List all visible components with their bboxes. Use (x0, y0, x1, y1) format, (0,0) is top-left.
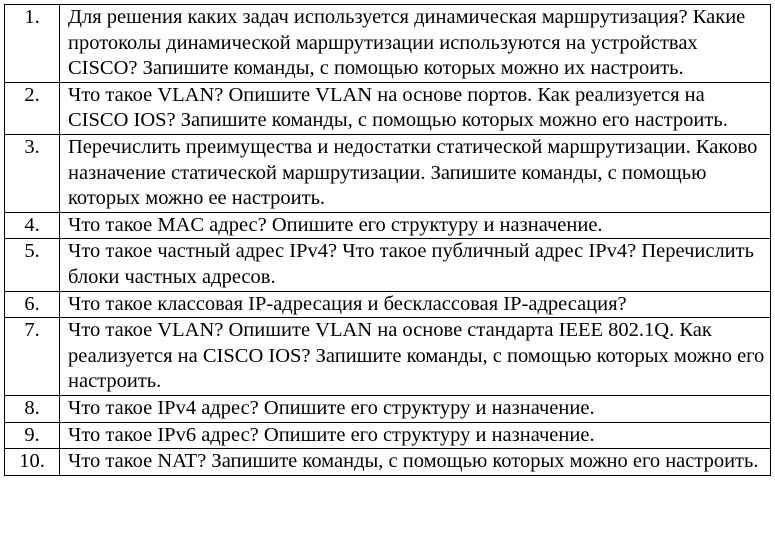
question-number: 6. (5, 291, 60, 318)
table-row (5, 422, 771, 449)
question-text: Что такое MAC адрес? Опишите его структуру и назначение. (60, 212, 771, 239)
question-number: 7. (5, 318, 60, 396)
question-text: Что такое NAT? Запишите команды, с помощью которых можно его настроить. (60, 449, 771, 476)
questions-table (4, 4, 771, 476)
question-number: 1. (5, 5, 60, 83)
question-text: Что такое IPv4 адрес? Опишите его структуру и назначение. (60, 395, 771, 422)
table-row (5, 449, 771, 476)
question-text: Перечислить преимущества и недостатки статической маршрутизации. Каково назначение статической маршрутизации. Запишите команды, с помощью которых можно ее настроить. (60, 134, 771, 212)
question-number: 10. (5, 449, 60, 476)
table-row (5, 239, 771, 291)
question-text: Что такое частный адрес IPv4? Что такое публичный адрес IPv4? Перечислить блоки частных адресов. (60, 239, 771, 291)
table-row (5, 291, 771, 318)
question-number: 4. (5, 212, 60, 239)
question-text: Для решения каких задач используется динамическая маршрутизация? Какие протоколы динамической маршрутизации используются на устройствах CISCO? Запишите команды, с помощью которых можно их настроить. (60, 5, 771, 83)
table-row (5, 5, 771, 83)
question-text: Что такое VLAN? Опишите VLAN на основе портов. Как реализуется на CISCO IOS? Запишите команды, с помощью которых можно его настроить. (60, 82, 771, 134)
question-number: 8. (5, 395, 60, 422)
question-number: 5. (5, 239, 60, 291)
question-number: 2. (5, 82, 60, 134)
question-number: 3. (5, 134, 60, 212)
table-row (5, 318, 771, 396)
table-row (5, 134, 771, 212)
question-text: Что такое VLAN? Опишите VLAN на основе стандарта IEEE 802.1Q. Как реализуется на CISCO IOS? Запишите команды, с помощью которых можно его настроить. (60, 318, 771, 396)
question-number: 9. (5, 422, 60, 449)
table-row (5, 82, 771, 134)
table-row (5, 212, 771, 239)
question-text: Что такое классовая IP-адресация и бесклассовая IP-адресация? (60, 291, 771, 318)
questions-table-wrapper (4, 4, 771, 476)
table-row (5, 395, 771, 422)
question-text: Что такое IPv6 адрес? Опишите его структуру и назначение. (60, 422, 771, 449)
